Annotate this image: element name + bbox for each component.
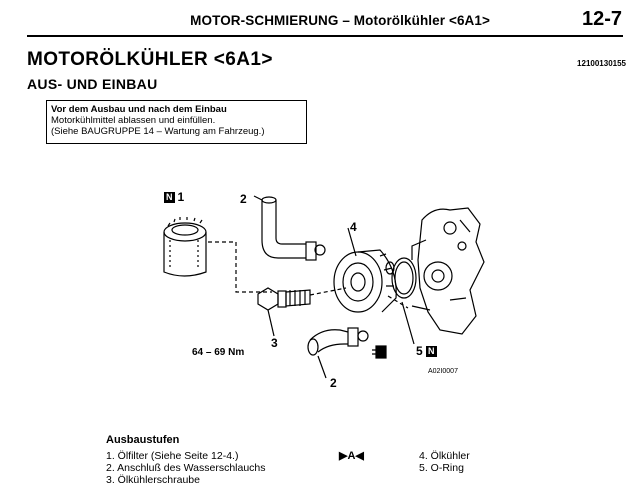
guide-line xyxy=(310,288,346,295)
note-heading: Vor dem Ausbau und nach dem Einbau xyxy=(51,104,227,115)
callout-5-number: 5 xyxy=(416,344,423,358)
torque-spec: 64 – 69 Nm xyxy=(192,347,245,358)
callout-1-number: 1 xyxy=(177,190,185,204)
oil-cooler-drawing xyxy=(334,250,396,312)
step-marker: ▶A◀ xyxy=(339,450,364,462)
note-box xyxy=(46,100,307,144)
callout-1 xyxy=(164,190,184,204)
oil-cooler-bolt-drawing xyxy=(258,288,310,310)
exploded-view-drawing xyxy=(150,180,630,395)
step-item: 1. Ölfilter (Siehe Seite 12-4.) xyxy=(106,450,239,462)
header-title: MOTOR-SCHMIERUNG – Motorölkühler <6A1> xyxy=(190,13,490,28)
drain-plug-drawing xyxy=(372,346,386,358)
oil-filter-drawing xyxy=(164,217,206,276)
step-item: 4. Ölkühler xyxy=(419,450,470,462)
callout-4: 4 xyxy=(350,220,357,234)
callout-3: 3 xyxy=(271,336,278,350)
step-item: 5. O-Ring xyxy=(419,462,464,474)
figure-code: A02I0007 xyxy=(428,368,458,375)
document-code: 12100130155 xyxy=(577,59,626,68)
o-ring-drawing xyxy=(392,258,416,298)
lower-hose-drawing xyxy=(308,328,368,355)
callout-2-bottom: 2 xyxy=(330,376,337,390)
section-title: AUS- UND EINBAU xyxy=(27,76,158,92)
note-reference: (Siehe BAUGRUPPE 14 – Wartung am Fahrzeug.) xyxy=(51,126,265,137)
exploded-diagram xyxy=(150,180,630,395)
callout-5 xyxy=(416,344,440,358)
leader-line xyxy=(268,310,274,336)
note-line: Motorkühlmittel ablassen und einfüllen. xyxy=(51,115,216,126)
page-title: MOTORÖLKÜHLER <6A1> xyxy=(27,49,273,70)
leader-line xyxy=(254,196,262,200)
guide-line xyxy=(208,242,272,292)
upper-hose-drawing xyxy=(262,197,325,260)
badge-n: N xyxy=(428,346,435,356)
page-number: 12-7 xyxy=(581,8,622,30)
callout-2-top: 2 xyxy=(240,192,247,206)
badge-n: N xyxy=(166,192,173,202)
leader-line xyxy=(318,356,326,378)
engine-block-drawing xyxy=(412,208,484,334)
step-item: 2. Anschluß des Wasserschlauchs xyxy=(106,462,266,474)
removal-steps-title: Ausbaustufen xyxy=(106,434,180,446)
header-rule xyxy=(27,35,623,37)
leader-line xyxy=(402,302,414,344)
step-item: 3. Ölkühlerschraube xyxy=(106,474,200,486)
